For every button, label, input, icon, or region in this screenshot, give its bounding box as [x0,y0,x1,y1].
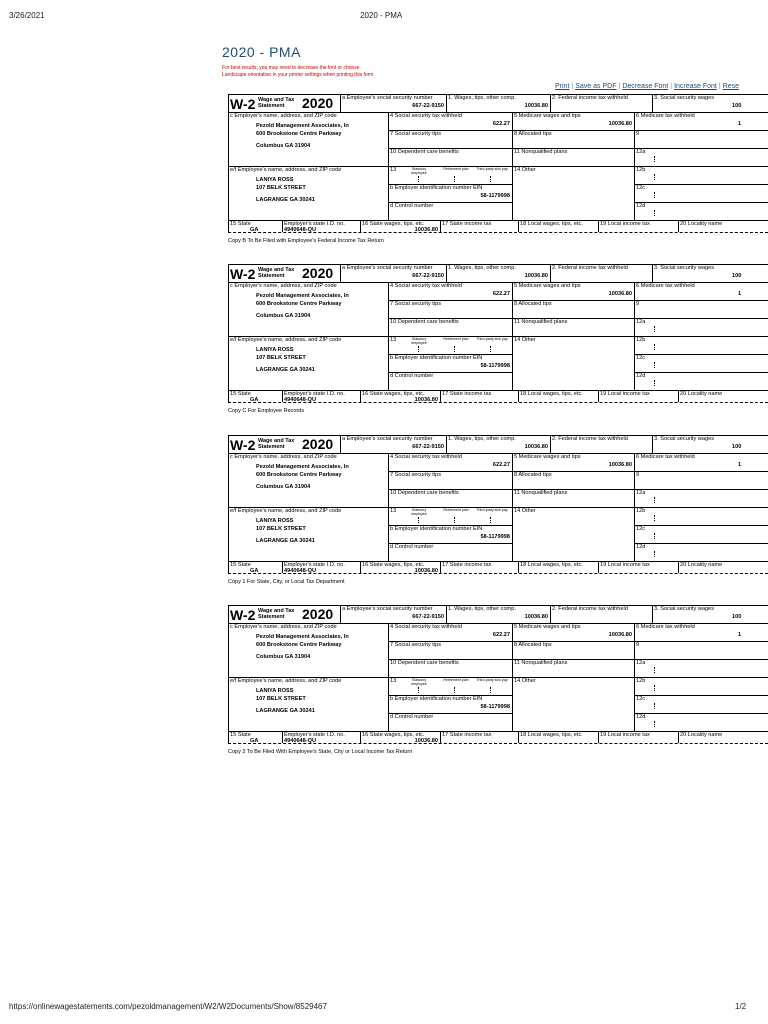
box8-label: 8 Allocated tips [514,301,552,307]
box14-label: 14 Other [514,678,536,684]
box9-label: 9 [636,472,640,478]
box12b-divider [654,344,655,350]
w2-form-copy-4 [228,605,768,757]
employee-city: LAGRANGE GA 30241 [256,708,315,714]
box11-label: 11 Nonqualified plans [514,319,568,325]
box10-label: 10 Dependent care benefits [390,149,459,155]
increase-font-link[interactable]: Increase Font [674,83,717,90]
box20-label: 20 Locality name [680,732,723,738]
w2-logo: W-2 [230,96,256,112]
box7-label: 7 Social security tips [390,642,441,648]
employer-name: Pezold Management Associates, In [256,123,349,129]
box16-label: 16 State wages, tips, etc. [362,732,425,738]
box15-label: 15 State [230,732,251,738]
state-value: GA [250,227,259,233]
box14-label: 14 Other [514,337,536,343]
w2-form-copy-1 [228,94,768,246]
state-value: GA [250,397,259,403]
w2-statement-title [258,97,294,109]
box18-label: 18 Local wages, tips, etc. [520,732,583,738]
box12a-label: 12a [636,149,646,155]
box6-label: 6 Medicare tax withheld [636,113,695,119]
employee-name: LANIYA ROSS [256,688,294,694]
employee-city: LAGRANGE GA 30241 [256,197,315,203]
state-id-label: Employer's state I.D. no. [284,732,345,738]
box4-value: 622.27 [492,632,510,638]
box6-value: 1 [738,632,742,638]
box13-label: 13 [390,678,397,684]
separator: | [618,83,621,90]
w2-form-copy-3 [228,435,768,587]
employee-name: LANIYA ROSS [256,347,294,353]
statutory-employee-label: Statutory employee [411,508,427,516]
box15-label: 15 State [230,562,251,568]
box13-label: 13 [390,337,397,343]
box11-label: 11 Nonqualified plans [514,149,568,155]
employee-label: e/f Employee's name, address, and ZIP code [230,508,342,514]
box20-label: 20 Locality name [680,391,723,397]
print-link[interactable]: Print [555,83,570,90]
box13-label: 13 [390,167,397,173]
box4-label: 4 Social security tax withheld [390,624,462,630]
copy-label: Copy B To Be Filed with Employee's Federal Income Tax Return [228,238,384,244]
box3-label: 3. Social security wages [654,436,715,442]
page-title: 2020 - PMA [222,44,301,60]
box13-label: 13 [390,508,397,514]
w2-year: 2020 [302,265,334,281]
third-party-checkbox[interactable] [490,176,491,182]
employer-city: Columbus GA 31904 [256,484,311,490]
box12c-label: 12c [636,185,646,191]
box12a-label: 12a [636,490,646,496]
w2-logo: W-2 [230,607,256,623]
w2-logo: W-2 [230,266,256,282]
decrease-font-link[interactable]: Decrease Font [622,83,669,90]
statement-line-1: Wage and Tax [258,608,295,614]
ein-label: b Employer identification number EIN [390,696,483,702]
page-number: 1/2 [735,1002,747,1011]
employer-name: Pezold Management Associates, In [256,464,349,470]
control-number-label: d Control number [390,373,434,379]
box19-label: 19 Local income tax [600,562,650,568]
box6-value: 1 [738,121,742,127]
box18-label: 18 Local wages, tips, etc. [520,391,583,397]
box2-label: 2. Federal income tax withheld [552,436,628,442]
box17-label: 17 State income tax [442,221,492,227]
box3-value: 100 [732,273,742,279]
box17-label: 17 State income tax [442,391,492,397]
box12d-divider [654,721,655,727]
state-id-value: 4940648-QU [284,397,317,403]
copy-label: Copy C For Employee Records [228,408,305,414]
statutory-checkbox[interactable] [418,687,419,693]
box5-label: 5 Medicare wages and tips [514,113,581,119]
box20-label: 20 Locality name [680,562,723,568]
box8-label: 8 Allocated tips [514,131,552,137]
control-number-label: d Control number [390,203,434,209]
ssn-label: a Employee's social security number [342,606,433,612]
ssn-label: a Employee's social security number [342,95,433,101]
box12a-label: 12a [636,660,646,666]
ssn-label: a Employee's social security number [342,265,433,271]
save-as-pdf-link[interactable]: Save as PDF [575,83,617,90]
box3-value: 100 [732,614,742,620]
box4-label: 4 Social security tax withheld [390,283,462,289]
box4-label: 4 Social security tax withheld [390,454,462,460]
state-id-value: 4940648-QU [284,738,317,744]
box15-label: 15 State [230,391,251,397]
statutory-checkbox[interactable] [418,346,419,352]
third-party-checkbox[interactable] [490,346,491,352]
box12d-divider [654,210,655,216]
box12d-divider [654,380,655,386]
box11-label: 11 Nonqualified plans [514,660,568,666]
third-party-checkbox[interactable] [490,687,491,693]
employer-label: c Employer's name, address, and ZIP code [230,283,337,289]
box12c-divider [654,703,655,709]
statutory-employee-label: Statutory employee [411,337,427,345]
state-id-label: Employer's state I.D. no. [284,391,345,397]
employer-street: 600 Brookstone Centre Parkway [256,472,342,478]
box12b-divider [654,174,655,180]
box11-label: 11 Nonqualified plans [514,490,568,496]
box16-value: 10036.80 [414,738,438,744]
box12a-divider [654,667,655,673]
state-value: GA [250,568,259,574]
box10-label: 10 Dependent care benefits [390,319,459,325]
box4-value: 622.27 [492,291,510,297]
box6-label: 6 Medicare tax withheld [636,454,695,460]
box10-label: 10 Dependent care benefits [390,660,459,666]
reset-link[interactable]: Rese [722,83,740,90]
copy-label: Copy 2 To Be Filed With Employee's State, City or Local Income Tax Return [228,749,413,755]
box12b-divider [654,685,655,691]
box12d-label: 12d [636,544,646,550]
retirement-plan-label: Retirement plan [443,337,469,341]
ssn-value: 667-22-9150 [412,444,444,450]
state-id-value: 4940648-QU [284,568,317,574]
box12c-divider [654,362,655,368]
retirement-checkbox[interactable] [454,176,455,182]
employer-city: Columbus GA 31904 [256,654,311,660]
ssn-value: 667-22-9150 [412,273,444,279]
print-note [222,65,373,79]
ein-label: b Employer identification number EIN [390,355,483,361]
box4-label: 4 Social security tax withheld [390,113,462,119]
employer-city: Columbus GA 31904 [256,313,311,319]
box5-label: 5 Medicare wages and tips [514,624,581,630]
print-note-line-1: For best results, you may need to decrease the font or choose [222,65,360,71]
box3-value: 100 [732,103,742,109]
box14-label: 14 Other [514,167,536,173]
browser-url: https://onlinewagestatements.com/pezoldmanagement/W2/W2Documents/Show/8529467 [9,1002,327,1011]
box12a-label: 12a [636,319,646,325]
box19-label: 19 Local income tax [600,391,650,397]
ssn-label: a Employee's social security number [342,436,433,442]
box1-label: 1. Wages, tips, other comp. [448,606,516,612]
box1-value: 10036.80 [524,614,548,620]
box3-label: 3. Social security wages [654,95,715,101]
box1-value: 10036.80 [524,444,548,450]
box20-label: 20 Locality name [680,221,723,227]
employer-label: c Employer's name, address, and ZIP code [230,454,337,460]
statement-line-2: Statement [258,103,285,109]
box5-value: 10036.80 [608,291,632,297]
box1-value: 10036.80 [524,103,548,109]
box16-value: 10036.80 [414,397,438,403]
ssn-value: 667-22-9150 [412,614,444,620]
box1-label: 1. Wages, tips, other comp. [448,95,516,101]
retirement-plan-label: Retirement plan [443,167,469,171]
retirement-plan-label: Retirement plan [443,678,469,682]
employer-label: c Employer's name, address, and ZIP code [230,113,337,119]
ein-value: 58-1179998 [480,534,510,540]
retirement-plan-label: Retirement plan [443,508,469,512]
statement-line-2: Statement [258,614,285,620]
box9-label: 9 [636,642,640,648]
third-party-sick-pay-label: Third-party sick pay [476,337,508,341]
ein-value: 58-1179998 [480,363,510,369]
employee-name: LANIYA ROSS [256,518,294,524]
employee-street: 107 BELK STREET [256,355,306,361]
box1-label: 1. Wages, tips, other comp. [448,265,516,271]
toolbar [555,83,739,90]
employee-name: LANIYA ROSS [256,177,294,183]
box12b-label: 12b [636,337,646,343]
box5-value: 10036.80 [608,632,632,638]
box9-label: 9 [636,301,640,307]
box6-value: 1 [738,291,742,297]
statement-line-1: Wage and Tax [258,97,295,103]
statement-line-2: Statement [258,273,285,279]
box17-label: 17 State income tax [442,732,492,738]
employee-label: e/f Employee's name, address, and ZIP code [230,678,342,684]
box10-label: 10 Dependent care benefits [390,490,459,496]
box12b-label: 12b [636,508,646,514]
box7-label: 7 Social security tips [390,131,441,137]
print-note-line-2: Landscape orientation in your printer settings when printing this form [222,72,374,78]
box15-label: 15 State [230,221,251,227]
box3-label: 3. Social security wages [654,606,715,612]
w2-year: 2020 [302,95,334,111]
employee-street: 107 BELK STREET [256,185,306,191]
employer-label: c Employer's name, address, and ZIP code [230,624,337,630]
box16-label: 16 State wages, tips, etc. [362,562,425,568]
box12c-divider [654,533,655,539]
box16-label: 16 State wages, tips, etc. [362,221,425,227]
browser-date: 3/26/2021 [9,11,45,20]
ein-value: 58-1179998 [480,193,510,199]
box6-value: 1 [738,462,742,468]
w2-year: 2020 [302,436,334,452]
statement-line-1: Wage and Tax [258,438,295,444]
box5-value: 10036.80 [608,462,632,468]
box12d-divider [654,551,655,557]
box16-value: 10036.80 [414,227,438,233]
state-id-label: Employer's state I.D. no. [284,562,345,568]
employer-city: Columbus GA 31904 [256,143,311,149]
box12b-divider [654,515,655,521]
box16-label: 16 State wages, tips, etc. [362,391,425,397]
control-number-label: d Control number [390,714,434,720]
third-party-sick-pay-label: Third-party sick pay [476,678,508,682]
statutory-employee-label: Statutory employee [411,678,427,686]
w2-statement-title [258,438,294,450]
box1-label: 1. Wages, tips, other comp. [448,436,516,442]
employer-street: 600 Brookstone Centre Parkway [256,642,342,648]
box7-label: 7 Social security tips [390,301,441,307]
box12a-divider [654,497,655,503]
box18-label: 18 Local wages, tips, etc. [520,562,583,568]
box2-label: 2. Federal income tax withheld [552,265,628,271]
box12d-label: 12d [636,714,646,720]
box5-label: 5 Medicare wages and tips [514,283,581,289]
statutory-checkbox[interactable] [418,176,419,182]
box2-label: 2. Federal income tax withheld [552,95,628,101]
w2-year: 2020 [302,606,334,622]
separator: | [670,83,673,90]
w2-form-copy-2 [228,264,768,416]
box12c-label: 12c [636,696,646,702]
box12d-label: 12d [636,203,646,209]
ein-label: b Employer identification number EIN [390,526,483,532]
box12d-label: 12d [636,373,646,379]
w2-logo: W-2 [230,437,256,453]
statutory-checkbox[interactable] [418,517,419,523]
third-party-checkbox[interactable] [490,517,491,523]
box6-label: 6 Medicare tax withheld [636,283,695,289]
box12a-divider [654,156,655,162]
employer-name: Pezold Management Associates, In [256,293,349,299]
box5-value: 10036.80 [608,121,632,127]
employer-street: 600 Brookstone Centre Parkway [256,301,342,307]
box1-value: 10036.80 [524,273,548,279]
w2-statement-title [258,608,294,620]
employer-name: Pezold Management Associates, In [256,634,349,640]
employee-label: e/f Employee's name, address, and ZIP code [230,167,342,173]
statutory-employee-label: Statutory employee [411,167,427,175]
separator: | [571,83,574,90]
box8-label: 8 Allocated tips [514,642,552,648]
employee-city: LAGRANGE GA 30241 [256,367,315,373]
box7-label: 7 Social security tips [390,472,441,478]
retirement-checkbox[interactable] [454,687,455,693]
box3-value: 100 [732,444,742,450]
box18-label: 18 Local wages, tips, etc. [520,221,583,227]
retirement-checkbox[interactable] [454,517,455,523]
retirement-checkbox[interactable] [454,346,455,352]
box5-label: 5 Medicare wages and tips [514,454,581,460]
box12c-label: 12c [636,526,646,532]
third-party-sick-pay-label: Third-party sick pay [476,167,508,171]
box12b-label: 12b [636,167,646,173]
ein-label: b Employer identification number EIN [390,185,483,191]
box14-label: 14 Other [514,508,536,514]
box3-label: 3. Social security wages [654,265,715,271]
browser-page-title: 2020 - PMA [360,11,403,20]
copy-label: Copy 1 For State, City, or Local Tax Department [228,579,345,585]
box8-label: 8 Allocated tips [514,472,552,478]
employer-street: 600 Brookstone Centre Parkway [256,131,342,137]
state-id-value: 4940648-QU [284,227,317,233]
statement-line-1: Wage and Tax [258,267,295,273]
ssn-value: 667-22-9150 [412,103,444,109]
separator: | [718,83,721,90]
w2-statement-title [258,267,294,279]
box17-label: 17 State income tax [442,562,492,568]
employee-street: 107 BELK STREET [256,696,306,702]
box19-label: 19 Local income tax [600,221,650,227]
box12b-label: 12b [636,678,646,684]
box2-label: 2. Federal income tax withheld [552,606,628,612]
box6-label: 6 Medicare tax withheld [636,624,695,630]
box9-label: 9 [636,131,640,137]
ein-value: 58-1179998 [480,704,510,710]
box4-value: 622.27 [492,121,510,127]
statement-line-2: Statement [258,444,285,450]
employee-street: 107 BELK STREET [256,526,306,532]
employee-city: LAGRANGE GA 30241 [256,538,315,544]
box12c-divider [654,192,655,198]
third-party-sick-pay-label: Third-party sick pay [476,508,508,512]
employee-label: e/f Employee's name, address, and ZIP code [230,337,342,343]
box16-value: 10036.80 [414,568,438,574]
box12c-label: 12c [636,355,646,361]
state-value: GA [250,738,259,744]
box4-value: 622.27 [492,462,510,468]
state-id-label: Employer's state I.D. no. [284,221,345,227]
box19-label: 19 Local income tax [600,732,650,738]
control-number-label: d Control number [390,544,434,550]
box12a-divider [654,326,655,332]
